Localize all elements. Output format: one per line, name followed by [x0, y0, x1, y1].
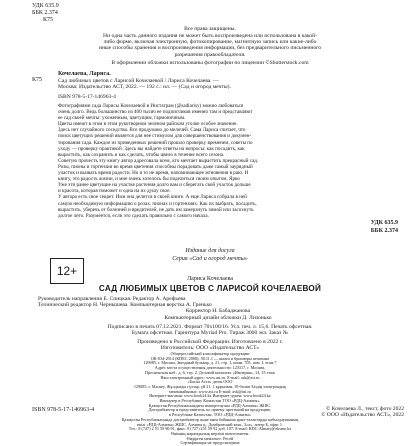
- publisher-line: мекенжайымыз: www.ast.ru E-mail: ask@ast.ru: [169, 388, 251, 394]
- publisher-line: Өнімнің жарамдылық мерзімі шектелмеген.: [170, 430, 250, 436]
- abstract-line: У автора есть свое секрет. Ими она делится в своей книге. А еще Лариса собрала в ней: [58, 194, 247, 201]
- catalog-entry: [58, 78, 393, 90]
- abstract-line: тирования сада. Каждое из приведенных решений прошло проверку временем, советы по: [58, 139, 253, 146]
- credit-line: Руководитель направления Е. Спицкая. Редактор А. Арефьева: [38, 296, 186, 302]
- publisher-line: Интернет-магазин: www.book24.kz Интернет-дүкен: www.book24.kz: [149, 393, 271, 399]
- abstract-line: участок и вызвать время радости. Но я то не время, напоминающее мгновения в раю. И: [58, 170, 249, 177]
- abstract-line: Фотографиями сада Ларисы Кочелаевой в Инстаграм (@sadlarisy) можно любоваться: [58, 103, 244, 109]
- abstract-line: и красота, которая поможет и одна на их душу свое.: [58, 188, 171, 195]
- origin-line: Изготовитель: ООО «Издательство АСТ»: [160, 345, 260, 352]
- legal-block: [10, 352, 410, 446]
- publisher-line: Қазақстан Республикасындағы импорттаушы «РДЦ-Алматы» ЖШС.: [148, 402, 272, 408]
- bbk-catalog: ББК 2.374: [370, 228, 398, 234]
- abstract-line: Советую прочесть эту книгу автор адресовала всем, кто мечтает вырастить прекрасный сад.: [58, 157, 259, 164]
- copyright-block: [321, 406, 404, 418]
- photo-credit: В оформлении обложки использованы фотографии по лицензии ©Shutterstock.com: [111, 60, 309, 66]
- age-rating-badge: 12+: [50, 258, 84, 284]
- notice-line: либо форме, включая электронную, фотокопирование, магнитную запись или какие-либо: [103, 39, 317, 46]
- notice-line: разрешения правообладателя.: [174, 51, 246, 58]
- print-line: Подписано в печать 07.12.2021. Формат 70х100/16. Усл. печ. л. 15,6. Печать офсетная.: [107, 324, 313, 330]
- abstract-line: уходу — проверку практикой. Здесь вы найдете ответы на вопросы: как посадить, как: [58, 145, 245, 152]
- book-title: САД ЛЮБИМЫХ ЦВЕТОВ С ЛАРИСОЙ КОЧЕЛАЕВОЙ: [98, 284, 322, 293]
- credit-line: Корректор Н. Бабаджанова: [185, 308, 251, 315]
- bottom-isbn: ISBN 978-5-17-146963-4: [32, 407, 95, 413]
- abstract-line: Здесь нет случайного соседства. Все продумано до мелочей. Сама Лариса считает, что: [58, 127, 246, 134]
- publisher-line: Тел.: 8 (727) 2 51 59 90,91, факс: 8 (727) 251 59 92 доб. 107; E-mail: RDC-Almaty@eksmo.kz: [128, 426, 292, 432]
- publisher-line: Наш электронный адрес: www.ast.ru. E-mail: ask@ast.ru: [160, 374, 260, 380]
- abstract-line: книгу, это радость жизни, и мне очень хотелось бы поделиться своим опытом. Ярко: [58, 176, 240, 183]
- publisher-line: өкілі «РДЦ-Алматы» ЖШС, Алматы қ., Домбровский көш., 3«а», литер Б, офис 1.: [136, 421, 284, 427]
- catalog-code: К75: [32, 77, 43, 83]
- abstract-line: поиск цветущих решений является для нее стимулом для совершенствования и докумен-: [58, 133, 252, 140]
- copyright-line: © ООО «Издательство АСТ», 2022: [321, 412, 404, 419]
- credit-line: Компьютерный дизайн обложки Д. Лизонько: [164, 314, 272, 321]
- standard-line: ОК-034-2014 (КПЕС 2008); 58.11.1 — книги и брошюры печатные: [150, 355, 270, 361]
- abstract-line: Уже эти ранее цветущие на участке растения долго вам и сберегать свой участок дольше: [58, 182, 251, 189]
- abstract-line: самую необходимую информацию о розах, пионах и гортензиях. Как их выбрать, посадить,: [58, 200, 257, 207]
- publisher-line: 129085, г. Мәскеу, Жұлдызды гүлзар, үй 21, 1 құрылым, 39 бөлме Біздің электрондық: [133, 383, 287, 389]
- print-specs: [0, 324, 420, 336]
- publisher-line: Өндірген мемлекет: Ресей: [186, 435, 234, 441]
- publisher-line: «Баспа Аста» деген ООО: [187, 379, 233, 385]
- publisher-line: Адрес места осуществления деятельности: 123317, г. Москва,: [154, 365, 266, 371]
- abstract-line: долгое лето. Разумеется, если это сделать правильно с самого начала.: [58, 212, 209, 219]
- notice-line: Ни одна часть данного издания не может быть воспроизведена или использована в какой-: [103, 33, 317, 39]
- notice-line: иные способы хранения и воспроизведения информации, без предварительного письменного: [98, 45, 322, 52]
- origin-line: Произведено в Российской Федерации. Изготовлено в 2022 г.: [137, 339, 283, 345]
- code-top: К75: [43, 17, 54, 23]
- book-author: Лариса Кочелаева: [187, 276, 233, 282]
- copyright-line: © Кочелаева Л., текст, фото 2022: [325, 406, 404, 412]
- entry-line: Сад любимых цветов с Ларисой Кочелаевой / Лариса Кочелаева. —: [58, 78, 219, 84]
- series-name: Серия «Сад и огород мечты»: [172, 256, 248, 262]
- credits-block: [38, 296, 398, 321]
- abstract-line: очень долго. Ведь большинство из 400 тысяч ее подписчиков именно там и представляют: [58, 109, 253, 116]
- bbk-top: ББК 2.374: [32, 10, 58, 16]
- abstract-line: Розы, пионы и гортензии во время цветения способны порадовать даже самый заурядный: [58, 163, 253, 170]
- publisher-line: Қазақстан Республикасында дистрибьютор және өнім бойынша арыз-талаптарды қабылдаушының: [121, 416, 299, 422]
- edition-type: Издание для досуга: [185, 248, 235, 254]
- catalog-author: Кочелаева, Лариса.: [58, 71, 111, 77]
- abstract-line: Цветы имеют в этом в этом рукотворном зеленом райском уголке особое значение.: [58, 121, 238, 128]
- udk-top: УДК 635.9: [32, 3, 59, 9]
- abstract-line: вырастить, уберечь от болезней и вредителей, не дать им замерзнуть зимой или засохнуть: [58, 206, 254, 213]
- copy-notice: [10, 33, 410, 58]
- entry-line: Москва: Издательство АСТ, 2022. — 192 с.: ил. — (Сад и огород мечты).: [58, 84, 231, 91]
- standard-line: Общероссийский классификатор продукции: [170, 351, 250, 356]
- origin-block: [0, 339, 420, 351]
- print-line: Бумага офсетная. Гарнитура Myriad Pro. Тираж 3000 экз. Заказ №: [131, 330, 289, 337]
- publisher-line: 129085, г. Москва, Звездный бульвар, д. 21, стр. 1, комн. 705, пом. I, этаж 7: [143, 360, 277, 366]
- publisher-line: Сертификация не предусмотрена: [180, 440, 240, 446]
- abstract-line: вырастить, как сохранить и как сделать, чтобы цвело в течение всего сезона.: [58, 151, 225, 158]
- catalog-abstract: [58, 103, 393, 219]
- publisher-line: Дистрибьютор и представитель по приему претензий на продукцию,: [148, 407, 272, 413]
- abstract-line: ее сад своей мечты: ухоженным, цветущим, гармоничным.: [58, 115, 186, 122]
- publisher-line: Импортер в Республику Казахстан ТОО «РДЦ-Алматы».: [159, 398, 261, 404]
- credit-line: Технический редактор Н. Чернышева. Компьютерная верстка А. Гренько: [38, 302, 212, 309]
- udk-catalog: УДК 635.9: [370, 220, 398, 226]
- publisher-line: в Республике Казахстан: ТОО «РДЦ-Алматы»: [169, 412, 251, 418]
- publisher-line: Пресненская наб., д. 6, стр. 2, Деловой комплекс «Империя», 14, 15 этаж: [145, 369, 275, 375]
- rights-statement: Все права защищены.: [184, 26, 236, 32]
- catalog-isbn: ISBN 978-5-17-146963-4: [58, 94, 116, 100]
